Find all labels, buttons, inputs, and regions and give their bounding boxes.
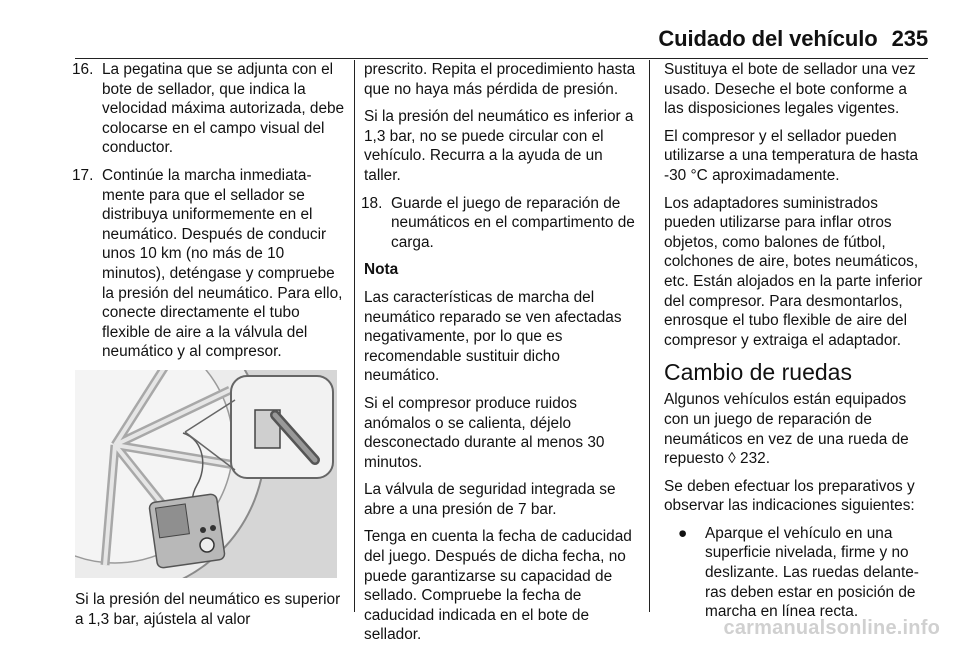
column-2: [361, 60, 638, 653]
step-text: Continúe la marcha inmediatamente para que el sellador se distribuya uniformemente en el neumático. Después de conducir unos 10 km (no más de 10 minutos), deténgase y compruebe la presión del neumático. Para ello, conecte directamente el tubo flexible de aire a la válvula del neumático y al compresor.: [102, 166, 343, 361]
bullet-icon: ●: [678, 524, 688, 542]
page-number: 235: [891, 26, 928, 51]
note-heading: Nota: [364, 261, 399, 279]
compressor-connection-illustration: [75, 370, 337, 578]
note-paragraph: Las características de marcha del neumático reparado se ven afectadas negativamente, por lo que es recomendable sustituir dicho neumático.: [364, 288, 622, 385]
paragraph: El compresor y el sellador pueden utilizarse a una temperatura de hasta -30 °C aproximadamente.: [664, 127, 919, 184]
step-16: [72, 60, 345, 158]
step-text: Guarde el juego de reparación de neumáticos en el compartimento de carga.: [391, 194, 635, 251]
paragraph: Se deben efectuar los preparativos y observar las indicaciones siguientes:: [664, 477, 915, 515]
section-title: Cambio de ruedas: [664, 359, 852, 386]
paragraph: Sustituya el bote de sellador una vez usado. Deseche el bote conforme a las disposiciones legales vigentes.: [664, 61, 916, 118]
header-rule: [75, 58, 928, 59]
column-divider: [649, 60, 650, 612]
bullet-item: [678, 524, 930, 622]
paragraph: prescrito. Repita el procedimiento hasta que no haya más pérdida de presión.: [364, 61, 636, 98]
figure-caption-text: Si la presión del neumático es superior a 1,3 bar, ajústela al valor: [75, 590, 341, 628]
paragraph: Algunos vehículos están equipados con un juego de reparación de neumáticos en vez de una rueda de repuesto ◊ 232.: [664, 391, 909, 468]
step-number: 16.: [72, 61, 94, 78]
step-number: 18.: [361, 194, 383, 212]
step-text: La pegatina que se adjunta con el bote de sellador, que indica la velocidad máxima autorizada, debe colocarse en el campo visual del conductor.: [102, 61, 345, 157]
step-17: [72, 166, 345, 362]
column-3: [664, 60, 930, 622]
paragraph: Si la presión del neumático es inferior a 1,3 bar, no se puede circular con el vehículo. Recurra a la ayuda de un taller.: [364, 108, 634, 184]
column-divider: [354, 60, 355, 612]
note-paragraph: Tenga en cuenta la fecha de caducidad del juego. Después de dicha fecha, no puede garantizarse su capacidad de sellado. Compruebe la fecha de caducidad indicada en el bote de sellador.: [364, 528, 632, 644]
compressor-device: [149, 493, 226, 568]
note-paragraph: La válvula de seguridad integrada se abre a una presión de 7 bar.: [364, 481, 616, 518]
note-paragraph: Si el compresor produce ruidos anómalos o se calienta, déjelo desconectado durante al menos 30 minutos.: [364, 394, 605, 471]
bullet-text: Aparque el vehículo en una superficie nivelada, firme y no deslizante. Las ruedas delanteras deben estar en posición de marcha en línea recta.: [705, 524, 919, 621]
step-18: [361, 194, 638, 253]
chapter-title: Cuidado del vehículo: [658, 26, 878, 51]
site-watermark: carmanualsonline.info: [723, 617, 940, 639]
column-1: [72, 60, 345, 637]
step-number: 17.: [72, 166, 94, 184]
running-header: [650, 26, 928, 52]
paragraph: Los adaptadores suministrados pueden utilizarse para inflar otros objetos, como balones de fútbol, colchones de aire, botes neumáticos, etc. Están alojados en la parte inferior del compresor. Para desmontarlos, enrosque el tubo flexible de aire del compresor y extraiga el adaptador.: [664, 194, 923, 349]
